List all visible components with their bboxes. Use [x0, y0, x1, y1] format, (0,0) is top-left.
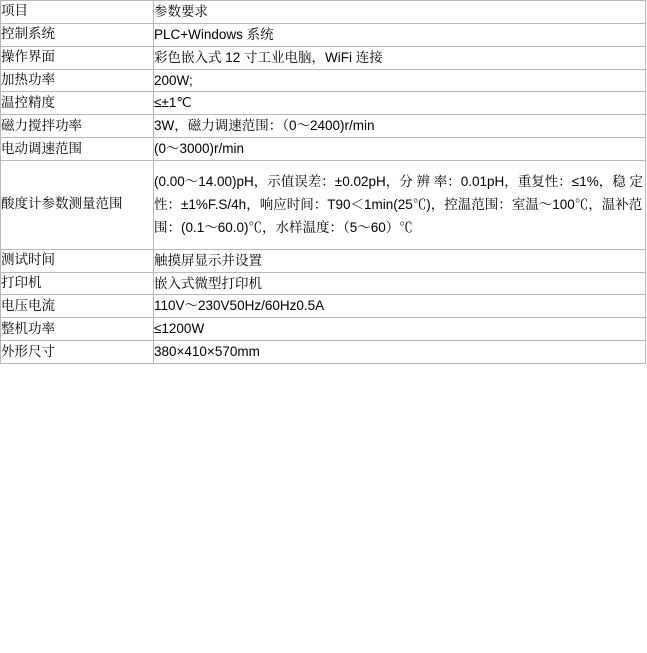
table-row: [1, 115, 646, 138]
table-body: [1, 23, 646, 363]
row-value-dimensions: 380×410×570mm: [154, 341, 646, 364]
row-label-voltage-current: 电压电流: [1, 295, 154, 318]
row-label-temperature-accuracy: 温控精度: [1, 92, 154, 115]
table-row: [1, 295, 646, 318]
table-row: [1, 92, 646, 115]
row-label-printer: 打印机: [1, 272, 154, 295]
row-value-ph-meter-range: (0.00～14.00)pH，示值误差：±0.02pH，分 辨 率：0.01pH，重复性：≤1%，稳 定 性：±1%F.S/4h，响应时间：T90＜1min(25℃)，控温范围：室温～100℃，温补范围：(0.1～60.0)℃，水样温度：（5～60）℃: [154, 161, 646, 250]
row-value-total-power: ≤1200W: [154, 318, 646, 341]
row-label-electric-speed-range: 电动调速范围: [1, 138, 154, 161]
table-row: [1, 69, 646, 92]
row-label-dimensions: 外形尺寸: [1, 341, 154, 364]
header-cell-item: 项目: [1, 1, 154, 24]
header-cell-parameter: 参数要求: [154, 1, 646, 24]
table-row: [1, 161, 646, 250]
row-label-magnetic-stirring-power: 磁力搅拌功率: [1, 115, 154, 138]
table-row: [1, 249, 646, 272]
row-label-test-time: 测试时间: [1, 249, 154, 272]
row-value-electric-speed-range: (0～3000)r/min: [154, 138, 646, 161]
table-row: [1, 46, 646, 69]
table-header-row: [1, 1, 646, 24]
row-value-control-system: PLC+Windows 系统: [154, 23, 646, 46]
row-label-control-system: 控制系统: [1, 23, 154, 46]
table-row: [1, 318, 646, 341]
table-header: [1, 1, 646, 24]
row-label-total-power: 整机功率: [1, 318, 154, 341]
row-label-operation-interface: 操作界面: [1, 46, 154, 69]
row-value-magnetic-stirring-power: 3W，磁力调速范围：（0～2400)r/min: [154, 115, 646, 138]
row-value-heating-power: 200W;: [154, 69, 646, 92]
table-row: [1, 341, 646, 364]
row-value-temperature-accuracy: ≤±1℃: [154, 92, 646, 115]
table-row: [1, 23, 646, 46]
row-label-heating-power: 加热功率: [1, 69, 154, 92]
row-value-voltage-current: 110V～230V50Hz/60Hz0.5A: [154, 295, 646, 318]
row-label-ph-meter-range: 酸度计参数测量范围: [1, 161, 154, 250]
table-row: [1, 272, 646, 295]
row-value-test-time: 触摸屏显示并设置: [154, 249, 646, 272]
row-value-operation-interface: 彩色嵌入式 12 寸工业电脑，WiFi 连接: [154, 46, 646, 69]
row-value-printer: 嵌入式微型打印机: [154, 272, 646, 295]
table-row: [1, 138, 646, 161]
